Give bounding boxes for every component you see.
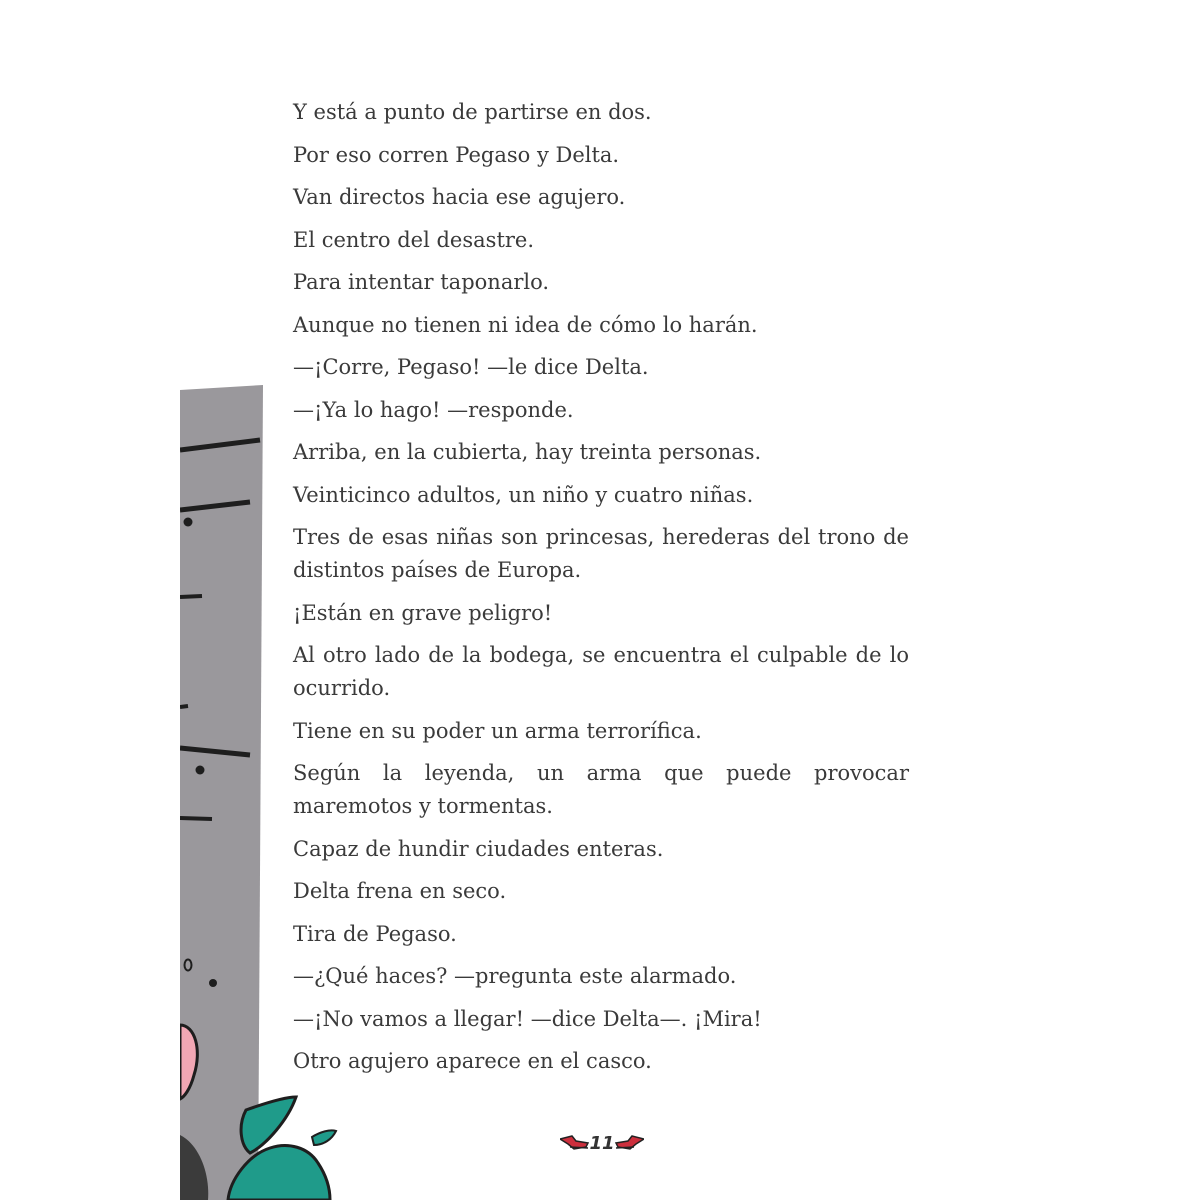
paragraph: Tira de Pegaso. bbox=[293, 921, 457, 946]
rivet bbox=[209, 979, 217, 987]
paragraph: Tiene en su poder un arma terrorífica. bbox=[293, 718, 702, 743]
paragraph: Aunque no tienen ni idea de cómo lo harán. bbox=[293, 312, 758, 337]
paragraph: El centro del desastre. bbox=[293, 227, 535, 252]
paragraph: ¡Están en grave peligro! bbox=[293, 600, 553, 625]
hull-line bbox=[180, 818, 212, 819]
hull-line bbox=[180, 596, 202, 597]
rivet bbox=[184, 518, 193, 527]
paragraph: Arriba, en la cubierta, hay treinta personas. bbox=[293, 440, 762, 464]
paragraph: —¡No vamos a llegar! —dice Delta—. ¡Mira! bbox=[293, 1006, 762, 1031]
right-wing-icon bbox=[614, 1135, 644, 1153]
paragraph: Veinticinco adultos, un niño y cuatro niñas. bbox=[293, 482, 754, 507]
paragraph: Otro agujero aparece en el casco. bbox=[293, 1049, 652, 1073]
paragraph: —¿Qué haces? —pregunta este alarmado. bbox=[293, 964, 737, 988]
paragraph: Y está a punto de partirse en dos. bbox=[293, 100, 652, 124]
body-text bbox=[293, 96, 909, 1088]
rivet bbox=[196, 766, 205, 775]
paragraph: Por eso corren Pegaso y Delta. bbox=[293, 142, 620, 167]
paragraph: Capaz de hundir ciudades enteras. bbox=[293, 836, 664, 861]
paragraph: Para intentar taponarlo. bbox=[293, 270, 550, 294]
water-drop bbox=[312, 1130, 336, 1145]
hull-line bbox=[180, 706, 188, 707]
paragraph: Van directos hacia ese agujero. bbox=[293, 185, 626, 209]
paragraph: —¡Corre, Pegaso! —le dice Delta. bbox=[293, 355, 649, 379]
paragraph: Según la leyenda, un arma que puede provocar maremotos y tormentas. bbox=[293, 761, 909, 818]
paragraph: Delta frena en seco. bbox=[293, 879, 507, 903]
paragraph: Al otro lado de la bodega, se encuentra el culpable de lo ocurrido. bbox=[293, 643, 909, 700]
page-number-ornament bbox=[560, 1131, 644, 1157]
paragraph: Tres de esas niñas son princesas, herederas del trono de distintos países de Europa. bbox=[293, 525, 909, 582]
paragraph: —¡Ya lo hago! —responde. bbox=[293, 397, 574, 422]
page-number: 11 bbox=[589, 1133, 615, 1154]
